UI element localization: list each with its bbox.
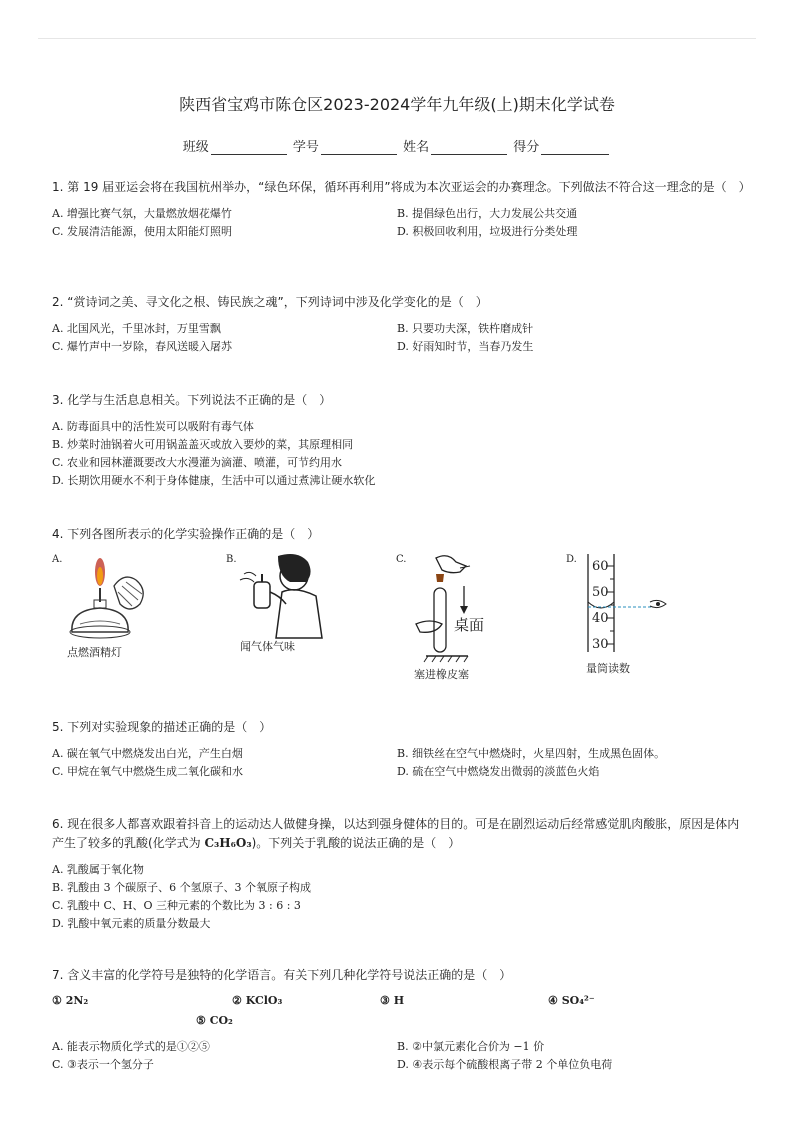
option-c[interactable]: C. 乳酸中 C、H、O 三种元素的个数比为 3 : 6 : 3 bbox=[52, 899, 301, 912]
option-a[interactable]: A. 北国风光，千里冰封，万里雪飘 bbox=[52, 322, 221, 335]
question-3 bbox=[52, 391, 746, 490]
id-label: 学号 bbox=[292, 140, 319, 155]
figure-d[interactable] bbox=[566, 552, 686, 682]
option-b[interactable]: B. 只要功夫深，铁杵磨成针 bbox=[397, 322, 534, 335]
name-label: 姓名 bbox=[403, 140, 430, 155]
question-6 bbox=[52, 815, 746, 933]
stem-line-2a: 产生了较多的乳酸(化学式为 bbox=[52, 836, 205, 850]
measuring-cylinder-icon bbox=[566, 552, 686, 656]
header-rule bbox=[38, 38, 756, 39]
option-b[interactable]: B. 炒菜时油锅着火可用锅盖盖灭或放入要炒的菜，其原理相同 bbox=[52, 438, 354, 451]
question-7-options bbox=[52, 1038, 746, 1074]
question-stem bbox=[52, 815, 746, 853]
question-7 bbox=[52, 966, 746, 985]
question-stem: 7. 含义丰富的化学符号是独特的化学语言。有关下列几种化学符号说法正确的是（ ） bbox=[52, 968, 512, 982]
symbol-3: ③ H bbox=[380, 994, 405, 1007]
option-a[interactable]: A. 能表示物质化学式的是①②⑤ bbox=[52, 1040, 210, 1053]
score-label: 得分 bbox=[513, 140, 540, 155]
tick-label: 60 bbox=[592, 559, 609, 574]
option-d[interactable]: D. ④表示每个硫酸根离子带 2 个单位负电荷 bbox=[397, 1058, 613, 1071]
question-stem: 2. “赏诗词之美、寻文化之根、铸民族之魂”，下列诗词中涉及化学变化的是（ ） bbox=[52, 295, 488, 309]
boy-smelling-icon bbox=[226, 552, 336, 640]
option-b[interactable]: B. 提倡绿色出行，大力发展公共交通 bbox=[397, 207, 578, 220]
figure-b-letter: B. bbox=[226, 554, 237, 565]
option-b[interactable]: B. 细铁丝在空气中燃烧时，火星四射，生成黑色固体。 bbox=[397, 747, 666, 760]
option-b[interactable]: B. 乳酸由 3 个碳原子、6 个氢原子、3 个氧原子构成 bbox=[52, 881, 312, 894]
tick-label: 30 bbox=[592, 637, 609, 652]
option-c[interactable]: C. 农业和园林灌溉要改大水漫灌为滴灌、喷灌，可节约用水 bbox=[52, 456, 343, 469]
option-a[interactable]: A. 碳在氧气中燃烧发出白光，产生白烟 bbox=[52, 747, 243, 760]
question-stem: 1. 第 19 届亚运会将在我国杭州举办，“绿色环保，循环再利用”将成为本次亚运会的办赛理念。下列做法不符合这一理念的是（ ） bbox=[52, 180, 751, 194]
question-4 bbox=[52, 525, 746, 544]
figure-b-caption: 闻气体气味 bbox=[240, 640, 295, 653]
alcohol-lamp-icon bbox=[52, 552, 162, 648]
figure-d-caption: 量筒读数 bbox=[586, 662, 630, 675]
option-a[interactable]: A. 防毒面具中的活性炭可以吸附有毒气体 bbox=[52, 420, 254, 433]
figure-a-letter: A. bbox=[52, 554, 63, 565]
figure-a-caption: 点燃酒精灯 bbox=[67, 646, 122, 659]
class-blank[interactable] bbox=[211, 140, 287, 155]
figure-d-letter: D. bbox=[566, 554, 577, 565]
question-stem: 4. 下列各图所表示的化学实验操作正确的是（ ） bbox=[52, 527, 320, 541]
option-d[interactable]: D. 长期饮用硬水不利于身体健康，生活中可以通过煮沸让硬水软化 bbox=[52, 474, 376, 487]
option-a[interactable]: A. 增强比赛气氛，大量燃放烟花爆竹 bbox=[52, 207, 232, 220]
figure-b[interactable] bbox=[226, 552, 336, 662]
question-5 bbox=[52, 718, 746, 781]
figure-c-desk-label: 桌面 bbox=[454, 616, 485, 634]
symbol-2: ② KClO₃ bbox=[232, 994, 283, 1007]
stem-line-2b: )。下列关于乳酸的说法正确的是（ ） bbox=[251, 836, 461, 850]
symbol-list bbox=[52, 994, 746, 1034]
question-stem: 3. 化学与生活息息相关。下列说法不正确的是（ ） bbox=[52, 393, 332, 407]
figure-a[interactable] bbox=[52, 552, 162, 662]
question-2 bbox=[52, 293, 746, 356]
test-tube-stopper-icon bbox=[396, 552, 506, 664]
tick-label: 50 bbox=[592, 585, 609, 600]
option-d[interactable]: D. 好雨知时节，当春乃发生 bbox=[397, 340, 534, 353]
option-d[interactable]: D. 积极回收利用，垃圾进行分类处理 bbox=[397, 225, 578, 238]
question-1 bbox=[52, 178, 751, 241]
option-c[interactable]: C. ③表示一个氢分子 bbox=[52, 1058, 154, 1071]
symbol-5: ⑤ CO₂ bbox=[196, 1014, 233, 1027]
page-title: 陕西省宝鸡市陈仓区2023-2024学年九年级(上)期末化学试卷 bbox=[179, 95, 615, 114]
figure-c[interactable] bbox=[396, 552, 506, 682]
option-c[interactable]: C. 发展清洁能源，使用太阳能灯照明 bbox=[52, 225, 233, 238]
name-blank[interactable] bbox=[431, 140, 507, 155]
option-c[interactable]: C. 甲烷在氧气中燃烧生成二氧化碳和水 bbox=[52, 765, 244, 778]
lactic-acid-formula: C₃H₆O₃ bbox=[204, 836, 252, 850]
option-b[interactable]: B. ②中氯元素化合价为 −1 价 bbox=[397, 1040, 545, 1053]
stem-line-1: 6. 现在很多人都喜欢跟着抖音上的运动达人做健身操，以达到强身健体的目的。可是在剧烈运动后经常感觉肌肉酸胀，原因是体内 bbox=[52, 817, 740, 831]
score-blank[interactable] bbox=[541, 140, 609, 155]
figure-c-letter: C. bbox=[396, 554, 407, 565]
student-info-line bbox=[0, 136, 794, 155]
figure-c-caption: 塞进橡皮塞 bbox=[414, 668, 469, 681]
option-d[interactable]: D. 乳酸中氧元素的质量分数最大 bbox=[52, 917, 211, 930]
symbol-4: ④ SO₄²⁻ bbox=[548, 994, 595, 1007]
id-blank[interactable] bbox=[321, 140, 397, 155]
option-d[interactable]: D. 硫在空气中燃烧发出微弱的淡蓝色火焰 bbox=[397, 765, 600, 778]
tick-label: 40 bbox=[592, 611, 609, 626]
option-c[interactable]: C. 爆竹声中一岁除，春风送暖入屠苏 bbox=[52, 340, 233, 353]
option-a[interactable]: A. 乳酸属于氧化物 bbox=[52, 863, 144, 876]
class-label: 班级 bbox=[182, 140, 209, 155]
question-stem: 5. 下列对实验现象的描述正确的是（ ） bbox=[52, 720, 272, 734]
symbol-1: ① 2N₂ bbox=[52, 994, 89, 1007]
